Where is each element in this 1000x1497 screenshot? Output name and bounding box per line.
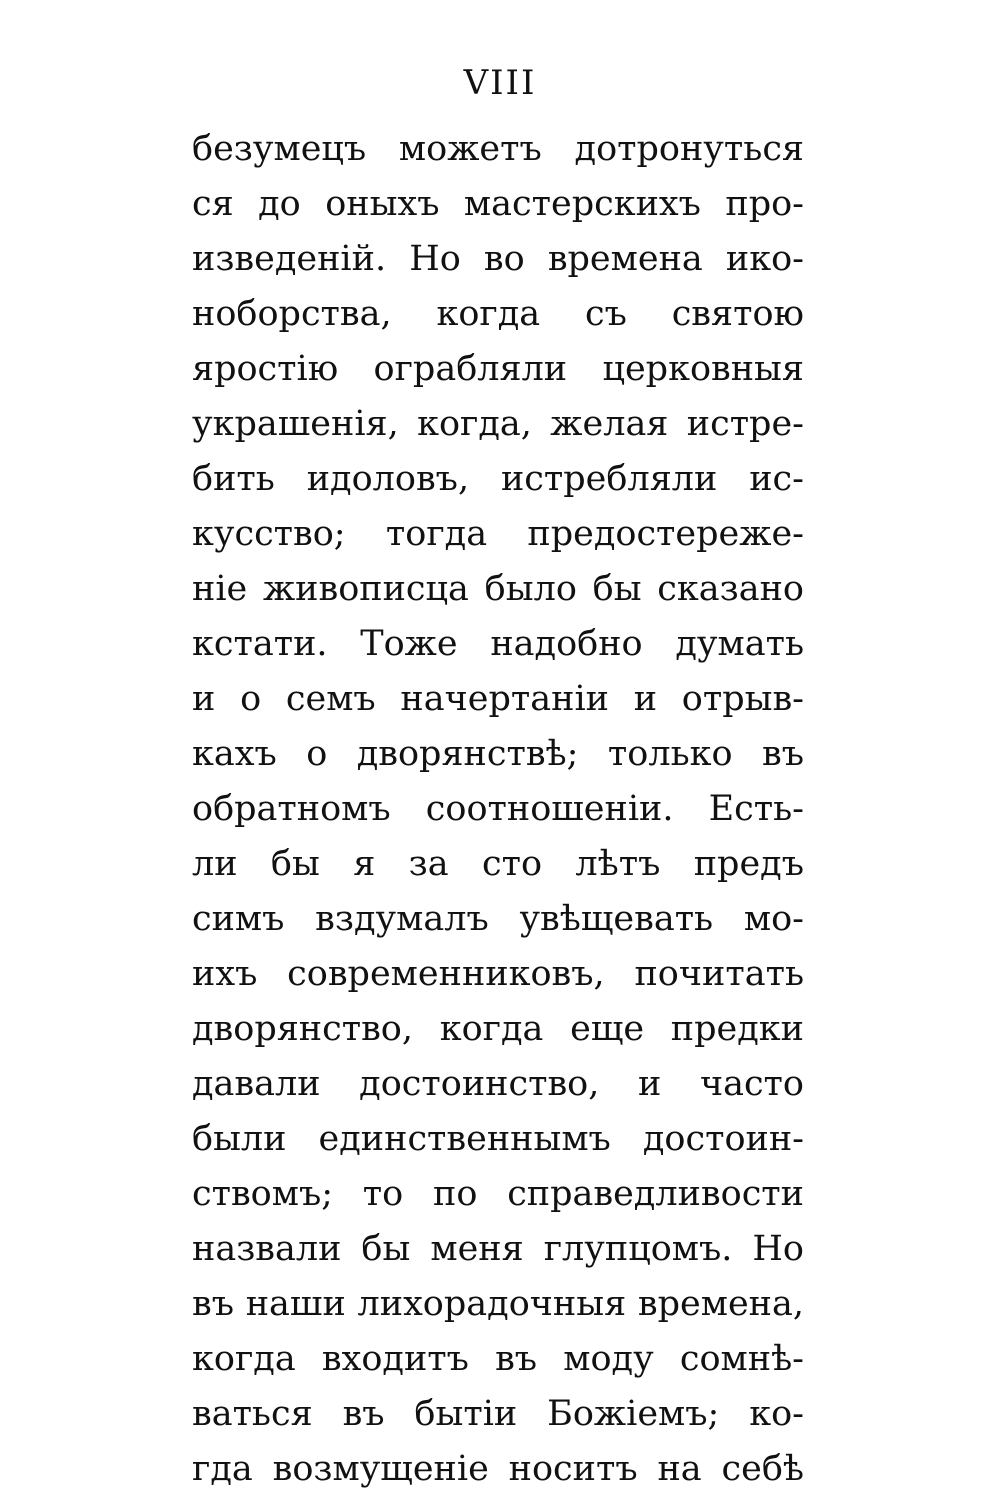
text-line: гда возмущеніе носитъ на себѣ — [192, 1449, 804, 1489]
text-line: бить идоловъ, истребляли ис- — [192, 459, 804, 499]
page-number: VIII — [463, 63, 537, 103]
text-line: и о семъ начертаніи и отрыв- — [192, 679, 804, 719]
text-line: украшенія, когда, желая истре- — [192, 404, 804, 444]
text-line: ноборства, когда съ святою — [192, 294, 804, 334]
text-line: назвали бы меня глупцомъ. Но — [192, 1229, 804, 1269]
text-line: дворянство, когда еще предки — [192, 1009, 804, 1049]
text-line: безумецъ можетъ дотронуться — [192, 129, 804, 169]
text-line: яростію ограбляли церковныя — [192, 349, 804, 389]
text-line: кусство; тогда предостереже- — [192, 514, 804, 554]
text-line: ихъ современниковъ, почитать — [192, 954, 804, 994]
text-line: давали достоинство, и часто — [192, 1064, 804, 1104]
text-line: ствомъ; то по справедливости — [192, 1174, 804, 1214]
text-line: когда входитъ въ моду сомнѣ- — [192, 1339, 804, 1379]
text-line: были единственнымъ достоин- — [192, 1119, 804, 1159]
text-line: въ наши лихорадочныя времена, — [192, 1284, 804, 1324]
text-line: ніе живописца было бы сказано — [192, 569, 804, 609]
text-line: симъ вздумалъ увѣщевать мо- — [192, 899, 804, 939]
text-line: ли бы я за сто лѣтъ предъ — [192, 844, 804, 884]
text-line: обратномъ соотношеніи. Есть- — [192, 789, 804, 829]
text-line: кстати. Тоже надобно думать — [192, 624, 804, 664]
text-line: кахъ о дворянствѣ; только въ — [192, 734, 804, 774]
body-text — [192, 122, 804, 1497]
text-line: ся до оныхъ мастерскихъ про- — [192, 184, 804, 224]
text-line: ваться въ бытіи Божіемъ; ко- — [192, 1394, 804, 1434]
text-line: изведеній. Но во времена ико- — [192, 239, 804, 279]
